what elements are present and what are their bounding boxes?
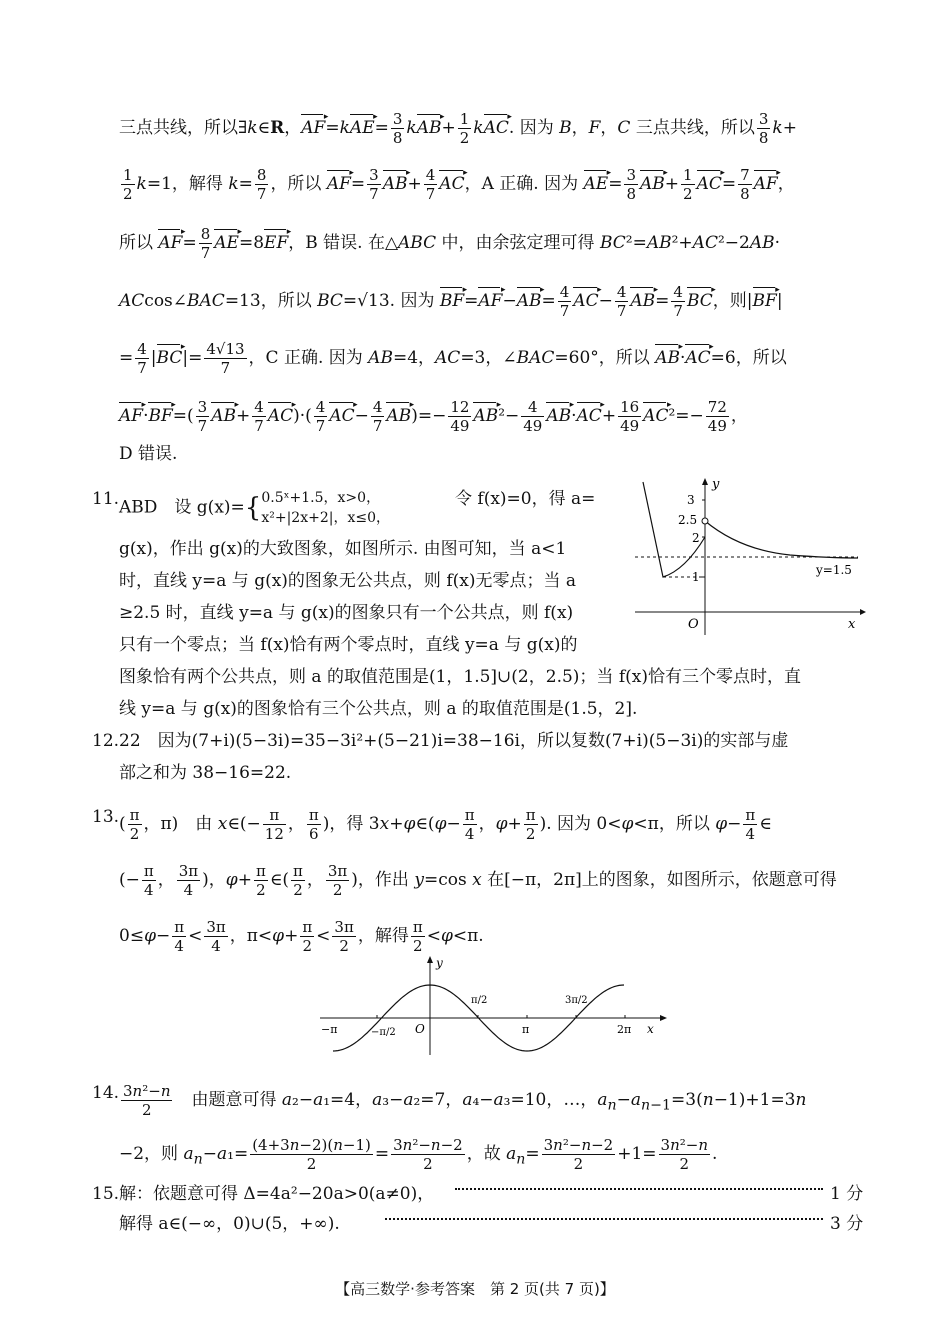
q15-score-1: 1 分 bbox=[830, 1184, 864, 1204]
q13-tick-2pi: 2π bbox=[617, 1023, 632, 1036]
q13-x-label: x bbox=[647, 1022, 654, 1036]
q15-score-2: 3 分 bbox=[830, 1214, 864, 1234]
q11-tick-2-5: 2.5 bbox=[678, 513, 698, 527]
q10-line-7: D 错误. bbox=[119, 444, 178, 464]
q13-line-2: (− $\frac{\pi}{4}$ ， $\frac{3\pi}{4}$ )，φ+ $\frac{\pi}{2}$ ∈( $\frac{\pi}{2}$ ， $\frac{3\pi}{2}$ )，作出 y=cos x 在[−π，2π]上的图象，如图所示，依题意可得 bbox=[119, 862, 837, 899]
q13-number: 13. bbox=[92, 807, 120, 827]
q13-tick-pi-half: π/2 bbox=[471, 995, 488, 1006]
q11-line-4: ≥2.5 时，直线 y=a 与 g(x)的图象只有一个公共点，则 f(x) bbox=[119, 603, 574, 623]
q13-graph bbox=[315, 955, 675, 1060]
q11-case-2: x²+|2x+2|，x≤0， bbox=[261, 510, 390, 526]
q11-x-label: x bbox=[848, 617, 856, 632]
q13-line-1: ( $\frac{\pi}{2}$ ，π) 由 x∈(− $\frac{\pi}{12}$ ， $\frac{\pi}{6}$ )，得 3x+φ∈(φ− $\frac{\pi}{4}$ ，φ+ $\frac{\pi}{2}$ ). 因为 0<φ<π，所以 φ− $\frac{\pi}{4}$ ∈ bbox=[119, 806, 772, 843]
q11-y-label: y bbox=[712, 477, 720, 492]
q11-line-7: 线 y=a 与 g(x)的图象恰有三个公共点，则 a 的取值范围是(1.5，2]. bbox=[119, 699, 638, 719]
q10-line-2: $\frac{1}{2}$ k=1，解得 k= $\frac{8}{7}$ ，所以 AF ▸= $\frac{3}{7}$ AB ▸+ $\frac{4}{7}$ AC ▸，A 正确. 因为 AE ▸= $\frac{3}{8}$ AB ▸+ $\frac{1}{2}$ AC ▸= $\frac{7}{8}$ AF ▸， bbox=[119, 166, 795, 203]
q11-tick-3: 3 bbox=[687, 493, 695, 507]
q15-number: 15. bbox=[92, 1184, 120, 1204]
q11-origin: O bbox=[688, 617, 699, 632]
q12-number: 12. bbox=[92, 731, 120, 751]
q15-line-2: 解得 a∈(−∞，0)∪(5，+∞). bbox=[119, 1214, 340, 1234]
q10-line-5: = $\frac{4}{7}$ |BC ▸|= $\frac{4√13}{7}$ ，C 正确. 因为 AB=4，AC=3，∠BAC=60°，所以 AB ▸·AC ▸=6，所以 bbox=[119, 340, 787, 377]
q13-tick-3pi-half: 3π/2 bbox=[565, 995, 588, 1006]
q14-number: 14. bbox=[92, 1083, 120, 1103]
q11-case-1: 0.5ˣ+1.5，x>0， bbox=[261, 490, 381, 506]
q13-tick-neg-pi-half: −π/2 bbox=[371, 1027, 396, 1038]
q11-line-2: g(x)，作出 g(x)的大致图象，如图所示. 由图可知，当 a<1 bbox=[119, 539, 567, 559]
q15-line-1: 解：依题意可得 Δ=4a²−20a>0(a≠0)， bbox=[119, 1184, 435, 1204]
q15-leader-1 bbox=[455, 1188, 823, 1190]
q11-line-3: 时，直线 y=a 与 g(x)的图象无公共点，则 f(x)无零点；当 a bbox=[119, 571, 577, 591]
q12-line-1: 22 因为(7+i)(5−3i)=35−3i²+(5−21)i=38−16i，所以复数(7+i)(5−3i)的实部与虚 bbox=[119, 731, 789, 751]
q13-tick-pi: π bbox=[522, 1023, 530, 1036]
q13-y-label: y bbox=[436, 956, 443, 970]
q14-line-1: $\frac{\text{3n²−n}}{2}$ 由题意可得 a₂−a₁=4，a₃−a₂=7，a₄−a₃=10，…，$a_n-a_{n-1}=3(n-1)+1=3n$ bbox=[123, 1082, 807, 1119]
q11-line-6: 图象恰有两个公共点，则 a 的取值范围是(1，1.5]∪(2，2.5)；当 f(x)恰有三个零点时，直 bbox=[119, 667, 801, 687]
q10-line-3: 所以 AF ▸= $\frac{8}{7}$ AE ▸=8EF ▸，B 错误. 在△ABC 中，由余弦定理可得 BC²=AB²+AC²−2AB· bbox=[119, 225, 780, 262]
q10-line-4: ACcos∠BAC=13，所以 BC=√13. 因为 BF ▸=AF ▸−AB ▸= $\frac{4}{7}$ AC ▸− $\frac{4}{7}$ AB ▸= $\frac{4}{7}$ BC ▸，则|BF ▸| bbox=[119, 283, 783, 320]
page-footer: 【高三数学·参考答案 第 2 页(共 7 页)】 bbox=[335, 1280, 615, 1298]
q11-graph bbox=[630, 470, 870, 640]
q14-line-2: −2，则 $a_n-a_1=$ $\frac{(4+3n-2)(n-1)}{2}$ = $\frac{\text{3n²−n−2}}{2}$ ，故 $a_n=$ $\frac{\text{3n²−n−2}}{2}$ +1= $\frac{\text{3n²−n}}{2}$ . bbox=[119, 1136, 718, 1173]
q13-line-3: 0≤φ− $\frac{\pi}{4}$ < $\frac{3\pi}{4}$ ，π<φ+ $\frac{\pi}{2}$ < $\frac{3\pi}{2}$ ，解得 $\frac{\pi}{2}$ <φ<π. bbox=[119, 918, 484, 955]
q13-origin: O bbox=[415, 1022, 425, 1036]
q12-line-2: 部之和为 38−16=22. bbox=[119, 763, 292, 783]
q15-leader-2 bbox=[385, 1218, 823, 1220]
q11-asymptote-label: y=1.5 bbox=[816, 563, 852, 577]
q13-tick-neg-pi: −π bbox=[321, 1023, 338, 1036]
q11-tick-2: 2 bbox=[692, 531, 700, 545]
q10-line-1: 三点共线，所以∃k∈R，AF ▸=kAE ▸= $\frac{3}{8}$ kAB ▸+ $\frac{1}{2}$ kAC ▸. 因为 B，F，C 三点共线，所以 $\frac{3}{8}$ k+ bbox=[119, 110, 797, 147]
q11-line-1b: 令 f(x)=0，得 a= bbox=[455, 489, 596, 509]
q11-line-1: ABD 设 g(x)={ 0.5ˣ+1.5，x>0， x²+|2x+2|，x≤0， bbox=[119, 490, 390, 526]
q10-line-6: AF ▸·BF ▸=( $\frac{3}{7}$ AB ▸+ $\frac{4}{7}$ AC ▸)·( $\frac{4}{7}$ AC ▸− $\frac{4}{7}$ AB ▸)=− $\frac{12}{49}$ AB ▸²− $\frac{4}{49}$ AB ▸·AC ▸+ $\frac{16}{49}$ AC ▸²=− $\frac{72}{49}$ ， bbox=[119, 398, 748, 435]
q11-number: 11. bbox=[92, 489, 120, 509]
q11-tick-1: 1 bbox=[692, 570, 700, 584]
q11-line-5: 只有一个零点；当 f(x)恰有两个零点时，直线 y=a 与 g(x)的 bbox=[119, 635, 578, 655]
